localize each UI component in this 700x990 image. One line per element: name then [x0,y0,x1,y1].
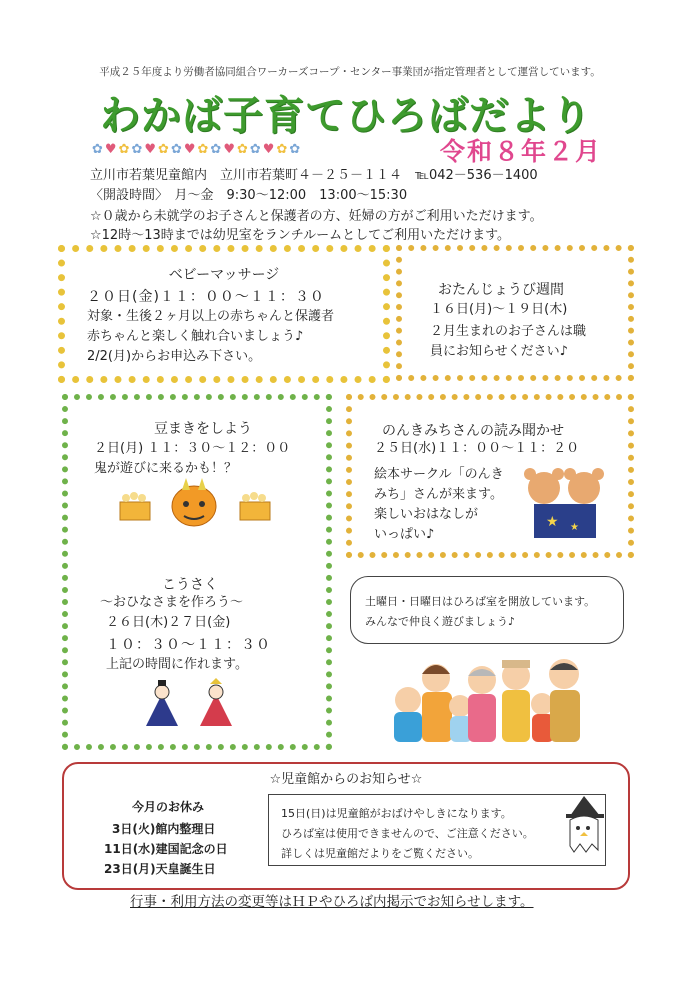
weekend-line2: みんなで仲良く遊びましょう♪ [365,615,516,628]
kousaku-date: ２６日(木)２７日(金) [106,615,231,630]
holiday-item: 11日(水)建国記念の日 [104,842,228,856]
birthday-title: おたんじょうび週間 [438,282,564,298]
reading-line1: 絵本サークル「のんき [374,467,504,482]
birthday-line2: 員にお知らせください♪ [430,344,568,359]
reading-box [346,394,634,558]
mamemaki-line1: 鬼が遊びに来るかも！？ [94,461,238,476]
page-title: わかば子育てひろばだより [100,93,592,139]
mamemaki-time: ２日(月) １１：３０～１２：００ [94,441,291,456]
kousaku-line1: 上記の時間に作れます。 [106,657,248,672]
baby-massage-line1: 対象・生後２ヶ月以上の赤ちゃんと保護者 [87,309,335,324]
reading-title: のんきみちさんの読み聞かせ [382,423,564,439]
reading-time: ２５日(水)１１：００～１１：２０ [374,441,580,456]
bears-reading-icon [520,466,610,546]
footer-note: 行事・利用方法の変更等はＨＰやひろば内掲示でお知らせします。 [130,894,534,910]
ghost-witch-icon [556,794,612,862]
weekend-bubble [350,576,624,644]
notice-header: ☆児童館からのお知らせ☆ [269,772,423,787]
reading-line2: みち」さんが来ます。 [374,487,503,502]
baby-massage-line2: 赤ちゃんと楽しく触れ合いましょう♪ [87,329,304,344]
holidays-title: 今月のお休み [132,800,205,814]
hours-line: 〈開設時間〉 月～金 9:30～12:00 13:00～15:30 [90,188,408,203]
birthday-box [396,245,634,381]
svg-text:★: ★ [546,514,559,530]
kousaku-time: １０：３０～１１：３０ [106,637,271,653]
svg-text:★: ★ [570,522,579,533]
weekend-line1: 土曜日・日曜日はひろば室を開放しています。 [365,595,596,608]
baby-massage-title: ベビーマッサージ [168,267,280,283]
holiday-item: 23日(月)天皇誕生日 [104,862,216,876]
left-events-box [62,394,332,750]
baby-massage-box [58,245,390,383]
birthday-line1: ２月生まれのお子さんは職 [430,324,587,339]
baby-massage-line3: 2/2(月)からお申込み下さい。 [87,349,262,364]
notice-line3: 詳しくは児童館だよりをご覧ください。 [281,847,479,860]
usage-note: ☆０歳から未就学のお子さんと保護者の方、妊婦の方がご利用いただけます。 [90,209,543,224]
bean-box-icon [116,488,156,526]
notice-line2: ひろば室は使用できませんので、ご注意ください。 [281,827,534,840]
reading-line4: いっぱい♪ [374,527,435,542]
holiday-item: 3日(火)館内整理日 [112,822,216,836]
address-line: 立川市若葉児童館内 立川市若葉町４－２５－１１４ ℡042－536－1400 [90,168,538,183]
top-note: 平成２５年度より労働者協同組合ワーカーズコープ・センター事業団が指定管理者として運営しています。 [99,66,601,78]
flower-decoration: ✿♥✿✿♥✿✿♥✿✿♥✿✿♥✿✿ [92,142,303,157]
lunch-note: ☆12時～13時までは幼児室をランチルームとしてご利用いただけます。 [90,228,511,243]
reading-line3: 楽しいおはなしが [374,507,479,522]
kousaku-title: こうさく [162,577,218,593]
issue-date: 令和８年２月 [440,137,603,166]
oni-mask-icon [168,478,220,532]
mamemaki-title: 豆まきをしよう [154,421,252,437]
notice-line1: 15日(日)は児童館がおばけやしきになります。 [281,807,512,820]
birthday-time: １６日(月)～１９日(木) [430,302,568,317]
baby-massage-time: ２０日(金)１１：００～１１：３０ [87,289,325,305]
family-illustration [378,650,594,750]
notice-box [62,762,630,890]
bean-box-icon [236,488,276,526]
hina-dolls-icon [138,676,248,732]
kousaku-subtitle: ～おひなさまを作ろう～ [100,595,244,610]
